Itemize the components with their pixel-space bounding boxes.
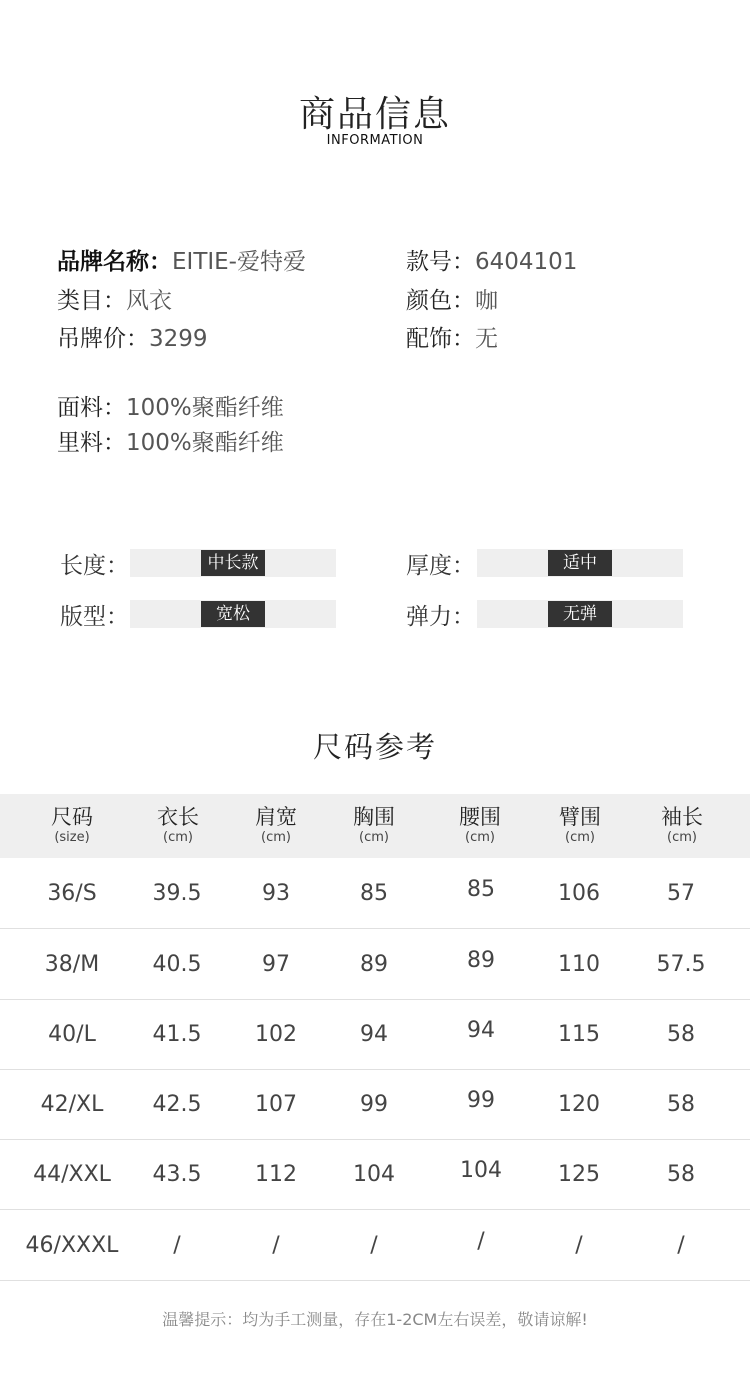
cell-waist: 89 bbox=[467, 948, 495, 973]
cell-arm: 115 bbox=[558, 1022, 600, 1047]
cell-size: 42/XL bbox=[40, 1092, 104, 1117]
color-label: 颜色： bbox=[406, 288, 475, 314]
cell-chest: 104 bbox=[353, 1162, 395, 1187]
lining-value: 100%聚酯纤维 bbox=[126, 430, 284, 456]
header-name: 腰围 bbox=[459, 805, 501, 829]
cell-length: 43.5 bbox=[152, 1162, 202, 1187]
thickness-chip: 适中 bbox=[548, 550, 612, 576]
brand-info bbox=[57, 243, 306, 276]
cell-length: 41.5 bbox=[152, 1022, 202, 1047]
page-title: 商品信息 bbox=[298, 94, 451, 135]
style-no-info bbox=[406, 243, 577, 276]
cell-shoulder: 102 bbox=[255, 1022, 297, 1047]
size-table-title: 尺码参考 bbox=[312, 730, 437, 764]
brand-value: EITIE-爱特爱 bbox=[172, 249, 306, 275]
cell-waist: 99 bbox=[467, 1088, 495, 1113]
cell-sleeve: / bbox=[677, 1233, 685, 1258]
header-name: 肩宽 bbox=[255, 805, 297, 829]
header-unit: (cm) bbox=[565, 830, 595, 845]
color-value: 咖 bbox=[475, 288, 498, 314]
cell-shoulder: 97 bbox=[262, 952, 290, 977]
cell-size: 46/XXXL bbox=[25, 1233, 119, 1258]
fabric-value: 100%聚酯纤维 bbox=[126, 395, 284, 421]
table-row bbox=[0, 1069, 750, 1140]
cell-sleeve: 58 bbox=[667, 1162, 695, 1187]
cell-sleeve: 58 bbox=[667, 1022, 695, 1047]
cell-length: / bbox=[173, 1233, 181, 1258]
cell-chest: 99 bbox=[360, 1092, 388, 1117]
table-row bbox=[0, 999, 750, 1070]
cell-arm: 106 bbox=[558, 881, 600, 906]
elasticity-label: 弹力： bbox=[406, 604, 475, 630]
cell-length: 39.5 bbox=[152, 881, 202, 906]
elasticity-bar bbox=[477, 600, 683, 628]
header-unit: (cm) bbox=[163, 830, 193, 845]
thickness-bar bbox=[477, 549, 683, 577]
header-unit: (cm) bbox=[465, 830, 495, 845]
cell-chest: 94 bbox=[360, 1022, 388, 1047]
cell-arm: 110 bbox=[558, 952, 600, 977]
header-waist bbox=[430, 804, 530, 846]
header-shoulder bbox=[226, 804, 326, 846]
cell-size: 38/M bbox=[44, 952, 100, 977]
price-value: 3299 bbox=[149, 326, 208, 352]
cell-size: 44/XXL bbox=[33, 1162, 111, 1187]
header-name: 衣长 bbox=[157, 805, 199, 829]
cell-sleeve: 57.5 bbox=[656, 952, 706, 977]
cell-arm: / bbox=[575, 1233, 583, 1258]
size-table-header bbox=[0, 794, 750, 858]
category-label: 类目： bbox=[57, 288, 126, 314]
price-label: 吊牌价： bbox=[57, 326, 149, 352]
accessory-value: 无 bbox=[475, 326, 498, 352]
header-unit: (size) bbox=[54, 830, 90, 845]
table-row bbox=[0, 1210, 750, 1281]
cell-length: 42.5 bbox=[152, 1092, 202, 1117]
accessory-info bbox=[406, 320, 498, 353]
fit-chip: 宽松 bbox=[201, 601, 265, 627]
header-name: 臂围 bbox=[559, 805, 601, 829]
table-row bbox=[0, 1139, 750, 1210]
brand-label: 品牌名称： bbox=[57, 249, 172, 275]
elasticity-chip: 无弹 bbox=[548, 601, 612, 627]
lining-info bbox=[57, 424, 284, 457]
cell-waist: 104 bbox=[460, 1158, 502, 1183]
header-unit: (cm) bbox=[261, 830, 291, 845]
header-name: 尺码 bbox=[51, 805, 93, 829]
cell-arm: 120 bbox=[558, 1092, 600, 1117]
cell-sleeve: 58 bbox=[667, 1092, 695, 1117]
category-info bbox=[57, 282, 172, 315]
cell-size: 36/S bbox=[47, 881, 97, 906]
style-no-value: 6404101 bbox=[475, 249, 578, 275]
table-row bbox=[0, 929, 750, 1000]
cell-length: 40.5 bbox=[152, 952, 202, 977]
cell-shoulder: 112 bbox=[255, 1162, 297, 1187]
accessory-label: 配饰： bbox=[406, 326, 475, 352]
fabric-info bbox=[57, 389, 284, 422]
header-length bbox=[128, 804, 228, 846]
measurement-note: 温馨提示：均为手工测量，存在1-2CM左右误差，敬请谅解! bbox=[162, 1310, 588, 1329]
header-unit: (cm) bbox=[359, 830, 389, 845]
header-arm bbox=[530, 804, 630, 846]
header-unit: (cm) bbox=[667, 830, 697, 845]
page-subtitle: INFORMATION bbox=[326, 133, 424, 148]
length-label: 长度： bbox=[60, 553, 129, 579]
header-sleeve bbox=[632, 804, 732, 846]
cell-shoulder: 107 bbox=[255, 1092, 297, 1117]
header-name: 胸围 bbox=[353, 805, 395, 829]
cell-shoulder: 93 bbox=[262, 881, 290, 906]
cell-chest: / bbox=[370, 1233, 378, 1258]
length-bar bbox=[130, 549, 336, 577]
thickness-label: 厚度： bbox=[406, 553, 475, 579]
lining-label: 里料： bbox=[57, 430, 126, 456]
cell-size: 40/L bbox=[48, 1022, 96, 1047]
header-size bbox=[22, 804, 122, 846]
fit-bar bbox=[130, 600, 336, 628]
cell-waist: 94 bbox=[467, 1018, 495, 1043]
cell-chest: 85 bbox=[360, 881, 388, 906]
cell-shoulder: / bbox=[272, 1233, 280, 1258]
color-info bbox=[406, 282, 498, 315]
cell-waist: 85 bbox=[467, 877, 495, 902]
header-name: 袖长 bbox=[661, 805, 703, 829]
style-no-label: 款号： bbox=[406, 249, 475, 275]
price-info bbox=[57, 320, 208, 353]
cell-waist: / bbox=[477, 1229, 485, 1254]
cell-arm: 125 bbox=[558, 1162, 600, 1187]
fit-label: 版型： bbox=[60, 604, 129, 630]
length-chip: 中长款 bbox=[201, 550, 265, 576]
cell-chest: 89 bbox=[360, 952, 388, 977]
table-row bbox=[0, 858, 750, 929]
fabric-label: 面料： bbox=[57, 395, 126, 421]
category-value: 风衣 bbox=[126, 288, 172, 314]
header-chest bbox=[324, 804, 424, 846]
cell-sleeve: 57 bbox=[667, 881, 695, 906]
